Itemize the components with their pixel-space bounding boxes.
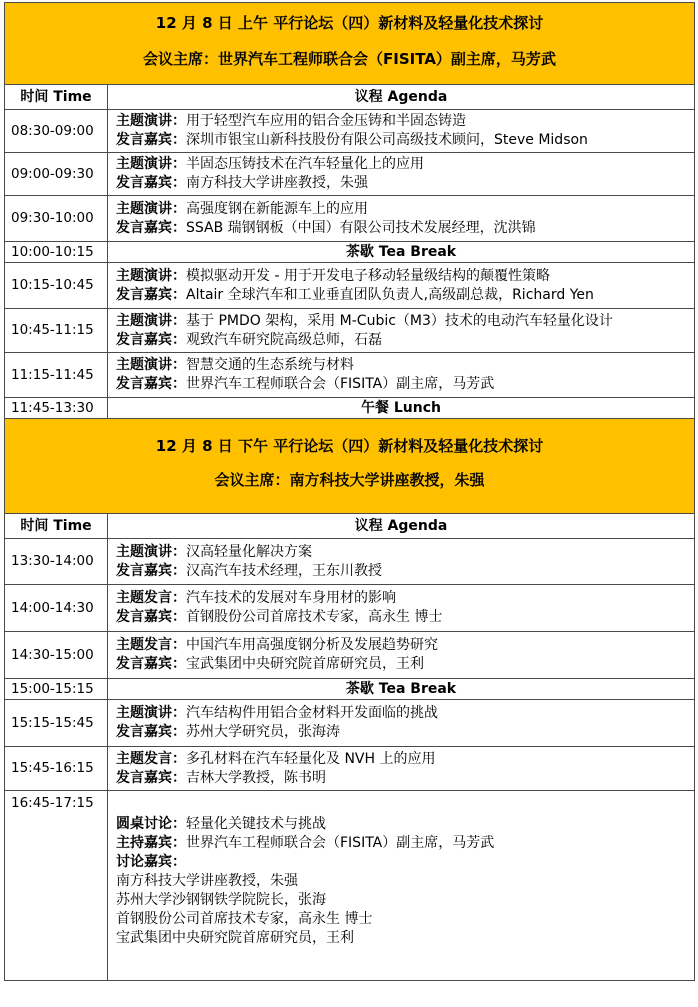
table-row [5, 196, 695, 242]
session-detail [108, 263, 695, 309]
afternoon-column-header [5, 514, 695, 539]
table-row [5, 309, 695, 353]
session-time: 10:45-11:15 [5, 309, 108, 353]
session-detail [108, 153, 695, 196]
panel-guest: 首钢股份公司首席技术专家，高永生 博士 [116, 911, 373, 927]
session-detail [108, 700, 695, 747]
afternoon-chair: 会议主席：南方科技大学讲座教授，朱强 [214, 471, 485, 489]
topic-text: 汽车技术的发展对车身用材的影响 [186, 590, 396, 606]
speaker-label: 发言嘉宾： [116, 769, 186, 786]
break-row [5, 679, 695, 700]
speaker-text: 深圳市银宝山新科技股份有限公司高级技术顾问，Steve Midson [186, 132, 588, 148]
panel-guest: 苏州大学沙钢钢铁学院院长，张海 [116, 892, 326, 908]
topic-text: 半固态压铸技术在汽车轻量化上的应用 [186, 156, 424, 172]
break-time: 10:00-10:15 [5, 242, 108, 263]
topic-text: 智慧交通的生态系统与材料 [186, 357, 354, 373]
morning-title: 12 月 8 日 上午 平行论坛（四）新材料及轻量化技术探讨 [155, 14, 544, 32]
speaker-label: 发言嘉宾： [116, 562, 186, 579]
speaker-text: 吉林大学教授，陈书明 [186, 769, 326, 786]
speaker-text: 汉高汽车技术经理，王东川教授 [186, 562, 382, 579]
break-label: 茶歇 Tea Break [108, 679, 695, 700]
speaker-text: 宝武集团中央研究院首席研究员，王利 [186, 656, 424, 672]
speaker-label: 发言嘉宾： [116, 175, 186, 191]
speaker-text: 南方科技大学讲座教授，朱强 [186, 175, 368, 191]
morning-column-header [5, 85, 695, 110]
afternoon-header [5, 419, 695, 514]
speaker-label: 发言嘉宾： [116, 331, 186, 348]
topic-label: 主题演讲： [116, 200, 186, 217]
session-detail [108, 539, 695, 585]
break-time: 15:00-15:15 [5, 679, 108, 700]
session-time: 10:15-10:45 [5, 263, 108, 309]
panel-row [5, 791, 695, 981]
table-row [5, 153, 695, 196]
session-time: 15:45-16:15 [5, 747, 108, 791]
speaker-text: 苏州大学研究员，张海涛 [186, 724, 340, 740]
panel-detail [108, 791, 695, 981]
lunch-time: 11:45-13:30 [5, 398, 108, 419]
topic-label: 主题演讲： [116, 267, 186, 284]
session-time: 09:30-10:00 [5, 196, 108, 242]
panel-guest: 南方科技大学讲座教授，朱强 [116, 873, 298, 889]
panel-label: 圆桌讨论： [116, 816, 186, 832]
session-time: 08:30-09:00 [5, 110, 108, 153]
topic-label: 主题发言： [116, 590, 186, 606]
panel-time: 16:45-17:15 [5, 791, 108, 981]
morning-header [5, 3, 695, 85]
column-time: 时间 Time [5, 514, 108, 539]
topic-label: 主题演讲： [116, 312, 186, 329]
topic-label: 主题演讲： [116, 156, 186, 172]
host-label: 主持嘉宾： [116, 835, 186, 851]
table-row [5, 700, 695, 747]
topic-text: 汉高轻量化解决方案 [186, 543, 312, 560]
topic-label: 主题发言： [116, 750, 186, 767]
topic-text: 汽车结构件用铝合金材料开发面临的挑战 [186, 705, 438, 721]
table-row [5, 353, 695, 398]
table-row [5, 539, 695, 585]
topic-label: 主题演讲： [116, 113, 186, 129]
session-detail [108, 747, 695, 791]
session-detail [108, 196, 695, 242]
host-text: 世界汽车工程师联合会（FISITA）副主席，马芳武 [186, 835, 495, 851]
lunch-label: 午餐 Lunch [108, 398, 695, 419]
topic-label: 主题演讲： [116, 357, 186, 373]
agenda-table [4, 2, 695, 981]
session-time: 11:15-11:45 [5, 353, 108, 398]
session-detail [108, 632, 695, 679]
topic-text: 用于轻型汽车应用的铝合金压铸和半固态铸造 [186, 113, 466, 129]
session-time: 13:30-14:00 [5, 539, 108, 585]
session-time: 14:00-14:30 [5, 585, 108, 632]
topic-label: 主题发言： [116, 637, 186, 653]
speaker-label: 发言嘉宾： [116, 656, 186, 672]
session-time: 14:30-15:00 [5, 632, 108, 679]
topic-text: 基于 PMDO 架构，采用 M-Cubic（M3）技术的电动汽车轻量化设计 [186, 312, 613, 329]
table-row [5, 110, 695, 153]
topic-text: 多孔材料在汽车轻量化及 NVH 上的应用 [186, 750, 436, 767]
topic-label: 主题演讲： [116, 705, 186, 721]
panel-topic: 轻量化关键技术与挑战 [186, 816, 326, 832]
topic-text: 中国汽车用高强度钢分析及发展趋势研究 [186, 637, 438, 653]
topic-text: 高强度钢在新能源车上的应用 [186, 200, 368, 217]
column-time: 时间 Time [5, 85, 108, 110]
afternoon-title: 12 月 8 日 下午 平行论坛（四）新材料及轻量化技术探讨 [155, 437, 544, 455]
speaker-text: Altair 全球汽车和工业垂直团队负责人,高级副总裁，Richard Yen [186, 286, 594, 303]
speaker-text: 首钢股份公司首席技术专家，高永生 博士 [186, 609, 443, 625]
break-label: 茶歇 Tea Break [108, 242, 695, 263]
table-row [5, 747, 695, 791]
speaker-label: 发言嘉宾： [116, 609, 186, 625]
lunch-row [5, 398, 695, 419]
session-detail [108, 585, 695, 632]
session-detail [108, 110, 695, 153]
speaker-label: 发言嘉宾： [116, 132, 186, 148]
speaker-text: 世界汽车工程师联合会（FISITA）副主席，马芳武 [186, 376, 495, 392]
session-time: 09:00-09:30 [5, 153, 108, 196]
column-agenda: 议程 Agenda [108, 514, 695, 539]
column-agenda: 议程 Agenda [108, 85, 695, 110]
topic-text: 模拟驱动开发 - 用于开发电子移动轻量级结构的颠覆性策略 [186, 267, 550, 284]
speaker-label: 发言嘉宾： [116, 376, 186, 392]
speaker-label: 发言嘉宾： [116, 219, 186, 236]
table-row [5, 263, 695, 309]
panel-guest: 宝武集团中央研究院首席研究员，王利 [116, 930, 354, 946]
table-row [5, 632, 695, 679]
speaker-label: 发言嘉宾： [116, 286, 186, 303]
session-detail [108, 309, 695, 353]
session-detail [108, 353, 695, 398]
table-row [5, 585, 695, 632]
guests-label: 讨论嘉宾： [116, 854, 186, 870]
speaker-text: 观致汽车研究院高级总师，石磊 [186, 331, 382, 348]
speaker-label: 发言嘉宾： [116, 724, 186, 740]
speaker-text: SSAB 瑞钢钢板（中国）有限公司技术发展经理，沈洪锦 [186, 219, 536, 236]
session-time: 15:15-15:45 [5, 700, 108, 747]
topic-label: 主题演讲： [116, 543, 186, 560]
break-row [5, 242, 695, 263]
morning-chair: 会议主席：世界汽车工程师联合会（FISITA）副主席，马芳武 [143, 50, 556, 68]
